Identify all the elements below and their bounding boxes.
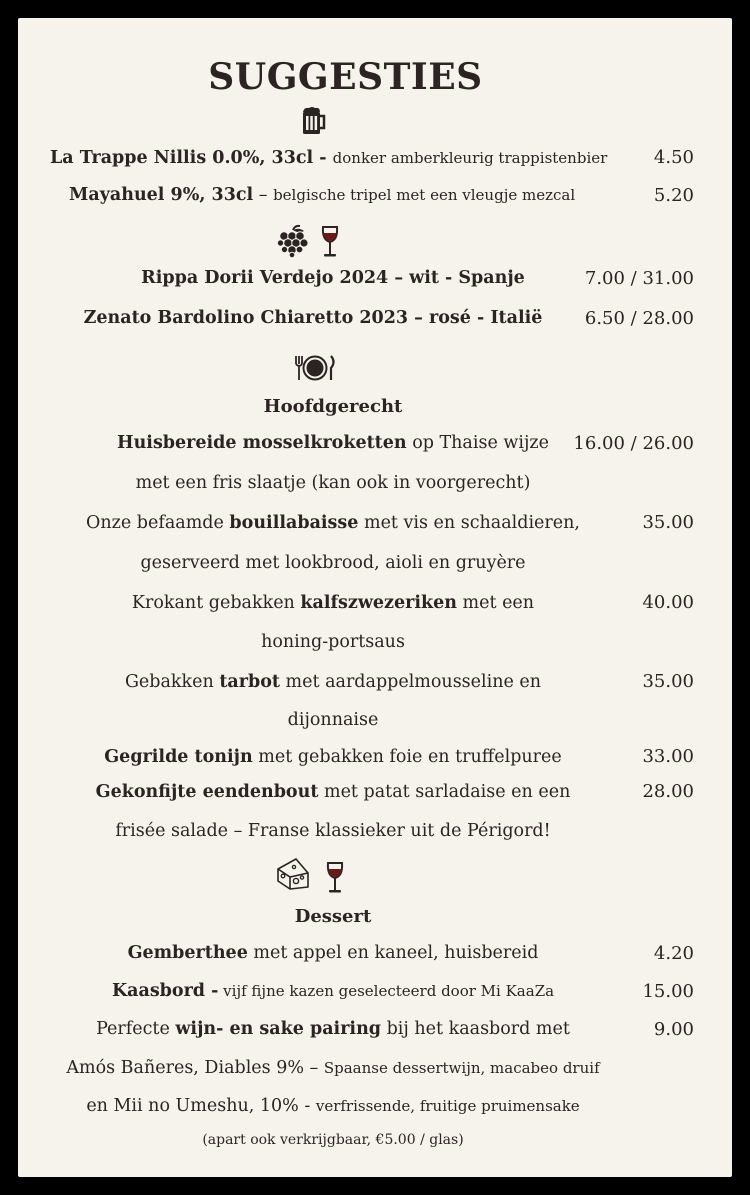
main-item-4-line-2: dijonnaise — [287, 710, 379, 730]
pairing-1-main: Amós Bañeres, Diables 9% – — [66, 1058, 324, 1078]
main-item-2-price: 35.00 — [642, 512, 694, 533]
main-item-2-bold: bouillabaisse — [229, 513, 359, 533]
main-item-4-pre: Gebakken — [124, 672, 220, 692]
main-course-heading: Hoofdgerecht — [263, 396, 403, 417]
main-item-6-bold: Gekonfijte eendenbout — [95, 782, 319, 802]
pairing-2-main: en Mii no Umeshu, 10% - — [86, 1096, 316, 1116]
beer-item-1 — [50, 148, 607, 168]
dessert-item-2-price: 15.00 — [642, 981, 694, 1002]
main-item-6-price: 28.00 — [642, 781, 694, 802]
pairing-note: (apart ook verkrijgbaar, €5.00 / glas) — [202, 1132, 464, 1148]
main-item-5-price: 33.00 — [642, 746, 694, 767]
main-item-3-pre: Krokant gebakken — [131, 593, 301, 613]
menu-title: SUGGESTIES — [208, 56, 483, 98]
main-item-1-bold: Huisbereide mosselkroketten — [117, 433, 407, 453]
wine-1-name: Rippa Dorii Verdejo 2024 – wit - Spanje — [141, 268, 525, 288]
main-item-3-price: 40.00 — [642, 592, 694, 613]
beer-1-desc: donker amberkleurig trappistenbier — [332, 149, 608, 167]
beer-1-name: La Trappe Nillis 0.0%, 33cl — [50, 148, 314, 168]
dessert-heading: Dessert — [294, 906, 372, 927]
menu-card — [18, 18, 732, 1177]
dessert-item-3-bold: wijn- en sake pairing — [175, 1019, 382, 1039]
main-item-1-line-2: met een fris slaatje (kan ook in voorgerecht) — [135, 473, 531, 493]
beer-2-desc: belgische tripel met een vleugje mezcal — [273, 186, 576, 204]
plate-cutlery-icon — [293, 354, 337, 382]
dessert-item-1-bold: Gemberthee — [127, 943, 248, 963]
dessert-item-3-pre: Perfecte — [96, 1019, 176, 1039]
main-item-2-pre: Onze befaamde — [86, 513, 230, 533]
pairing-2-desc: verfrissende, fruitige pruimensake — [315, 1097, 580, 1115]
main-item-6-rest: met patat sarladaise en een — [318, 782, 571, 802]
beer-1-price: 4.50 — [653, 147, 694, 168]
main-item-3-line-2: honing-portsaus — [261, 632, 405, 652]
beer-1-sep: - — [313, 148, 333, 168]
dessert-item-1-rest: met appel en kaneel, huisbereid — [247, 943, 539, 963]
dessert-item-3-rest: bij het kaasbord met — [381, 1019, 570, 1039]
main-item-4-bold: tarbot — [219, 672, 280, 692]
pairing-line-1 — [18, 1058, 648, 1078]
wine-glass-icon — [320, 225, 340, 258]
grapes-icon — [277, 224, 309, 258]
main-item-6-line-2: frisée salade – Franse klassieker uit de Périgord! — [115, 821, 551, 841]
cheese-icon — [276, 857, 310, 891]
main-item-4-rest: met aardappelmousseline en — [279, 672, 542, 692]
beer-2-name: Mayahuel 9%, 33cl — [69, 185, 254, 205]
beer-mug-icon — [300, 106, 326, 136]
wine-2-price: 6.50 / 28.00 — [584, 308, 694, 329]
main-item-6-line-1 — [18, 782, 648, 802]
main-item-5-bold: Gegrilde tonijn — [104, 747, 253, 767]
main-item-5-rest: met gebakken foie en truffelpuree — [252, 747, 562, 767]
main-item-4-line-1 — [18, 672, 648, 692]
dessert-item-1-price: 4.20 — [653, 943, 694, 964]
wine-glass-icon-2 — [325, 861, 345, 894]
pairing-line-2 — [18, 1096, 648, 1116]
beer-item-2 — [69, 185, 575, 205]
main-item-1-price: 16.00 / 26.00 — [573, 433, 694, 454]
dessert-item-3 — [18, 1019, 648, 1039]
beer-2-price: 5.20 — [653, 185, 694, 206]
main-item-3-line-1 — [18, 593, 648, 613]
main-item-2-line-2: geserveerd met lookbrood, aioli en gruyère — [140, 553, 526, 573]
beer-2-sep: – — [253, 185, 274, 205]
main-item-3-rest: met een — [456, 593, 535, 613]
main-item-5-line-1 — [18, 747, 648, 767]
main-item-1-line-1 — [18, 433, 648, 453]
main-item-2-line-1 — [18, 513, 648, 533]
dessert-item-3-price: 9.00 — [653, 1019, 694, 1040]
pairing-1-desc: Spaanse dessertwijn, macabeo druif — [323, 1059, 600, 1077]
main-item-2-rest: met vis en schaaldieren, — [358, 513, 580, 533]
wine-2-name: Zenato Bardolino Chiaretto 2023 – rosé - Italië — [83, 308, 543, 328]
dessert-item-2-desc: vijf fijne kazen geselecteerd door Mi KaaZa — [218, 982, 555, 1000]
dessert-item-2 — [18, 981, 648, 1001]
main-item-4-price: 35.00 — [642, 671, 694, 692]
dessert-item-2-bold: Kaasbord - — [111, 981, 219, 1001]
dessert-item-1 — [18, 943, 648, 963]
wine-1-price: 7.00 / 31.00 — [584, 268, 694, 289]
main-item-3-bold: kalfszwezeriken — [300, 593, 457, 613]
main-item-1-rest: op Thaise wijze — [406, 433, 549, 453]
